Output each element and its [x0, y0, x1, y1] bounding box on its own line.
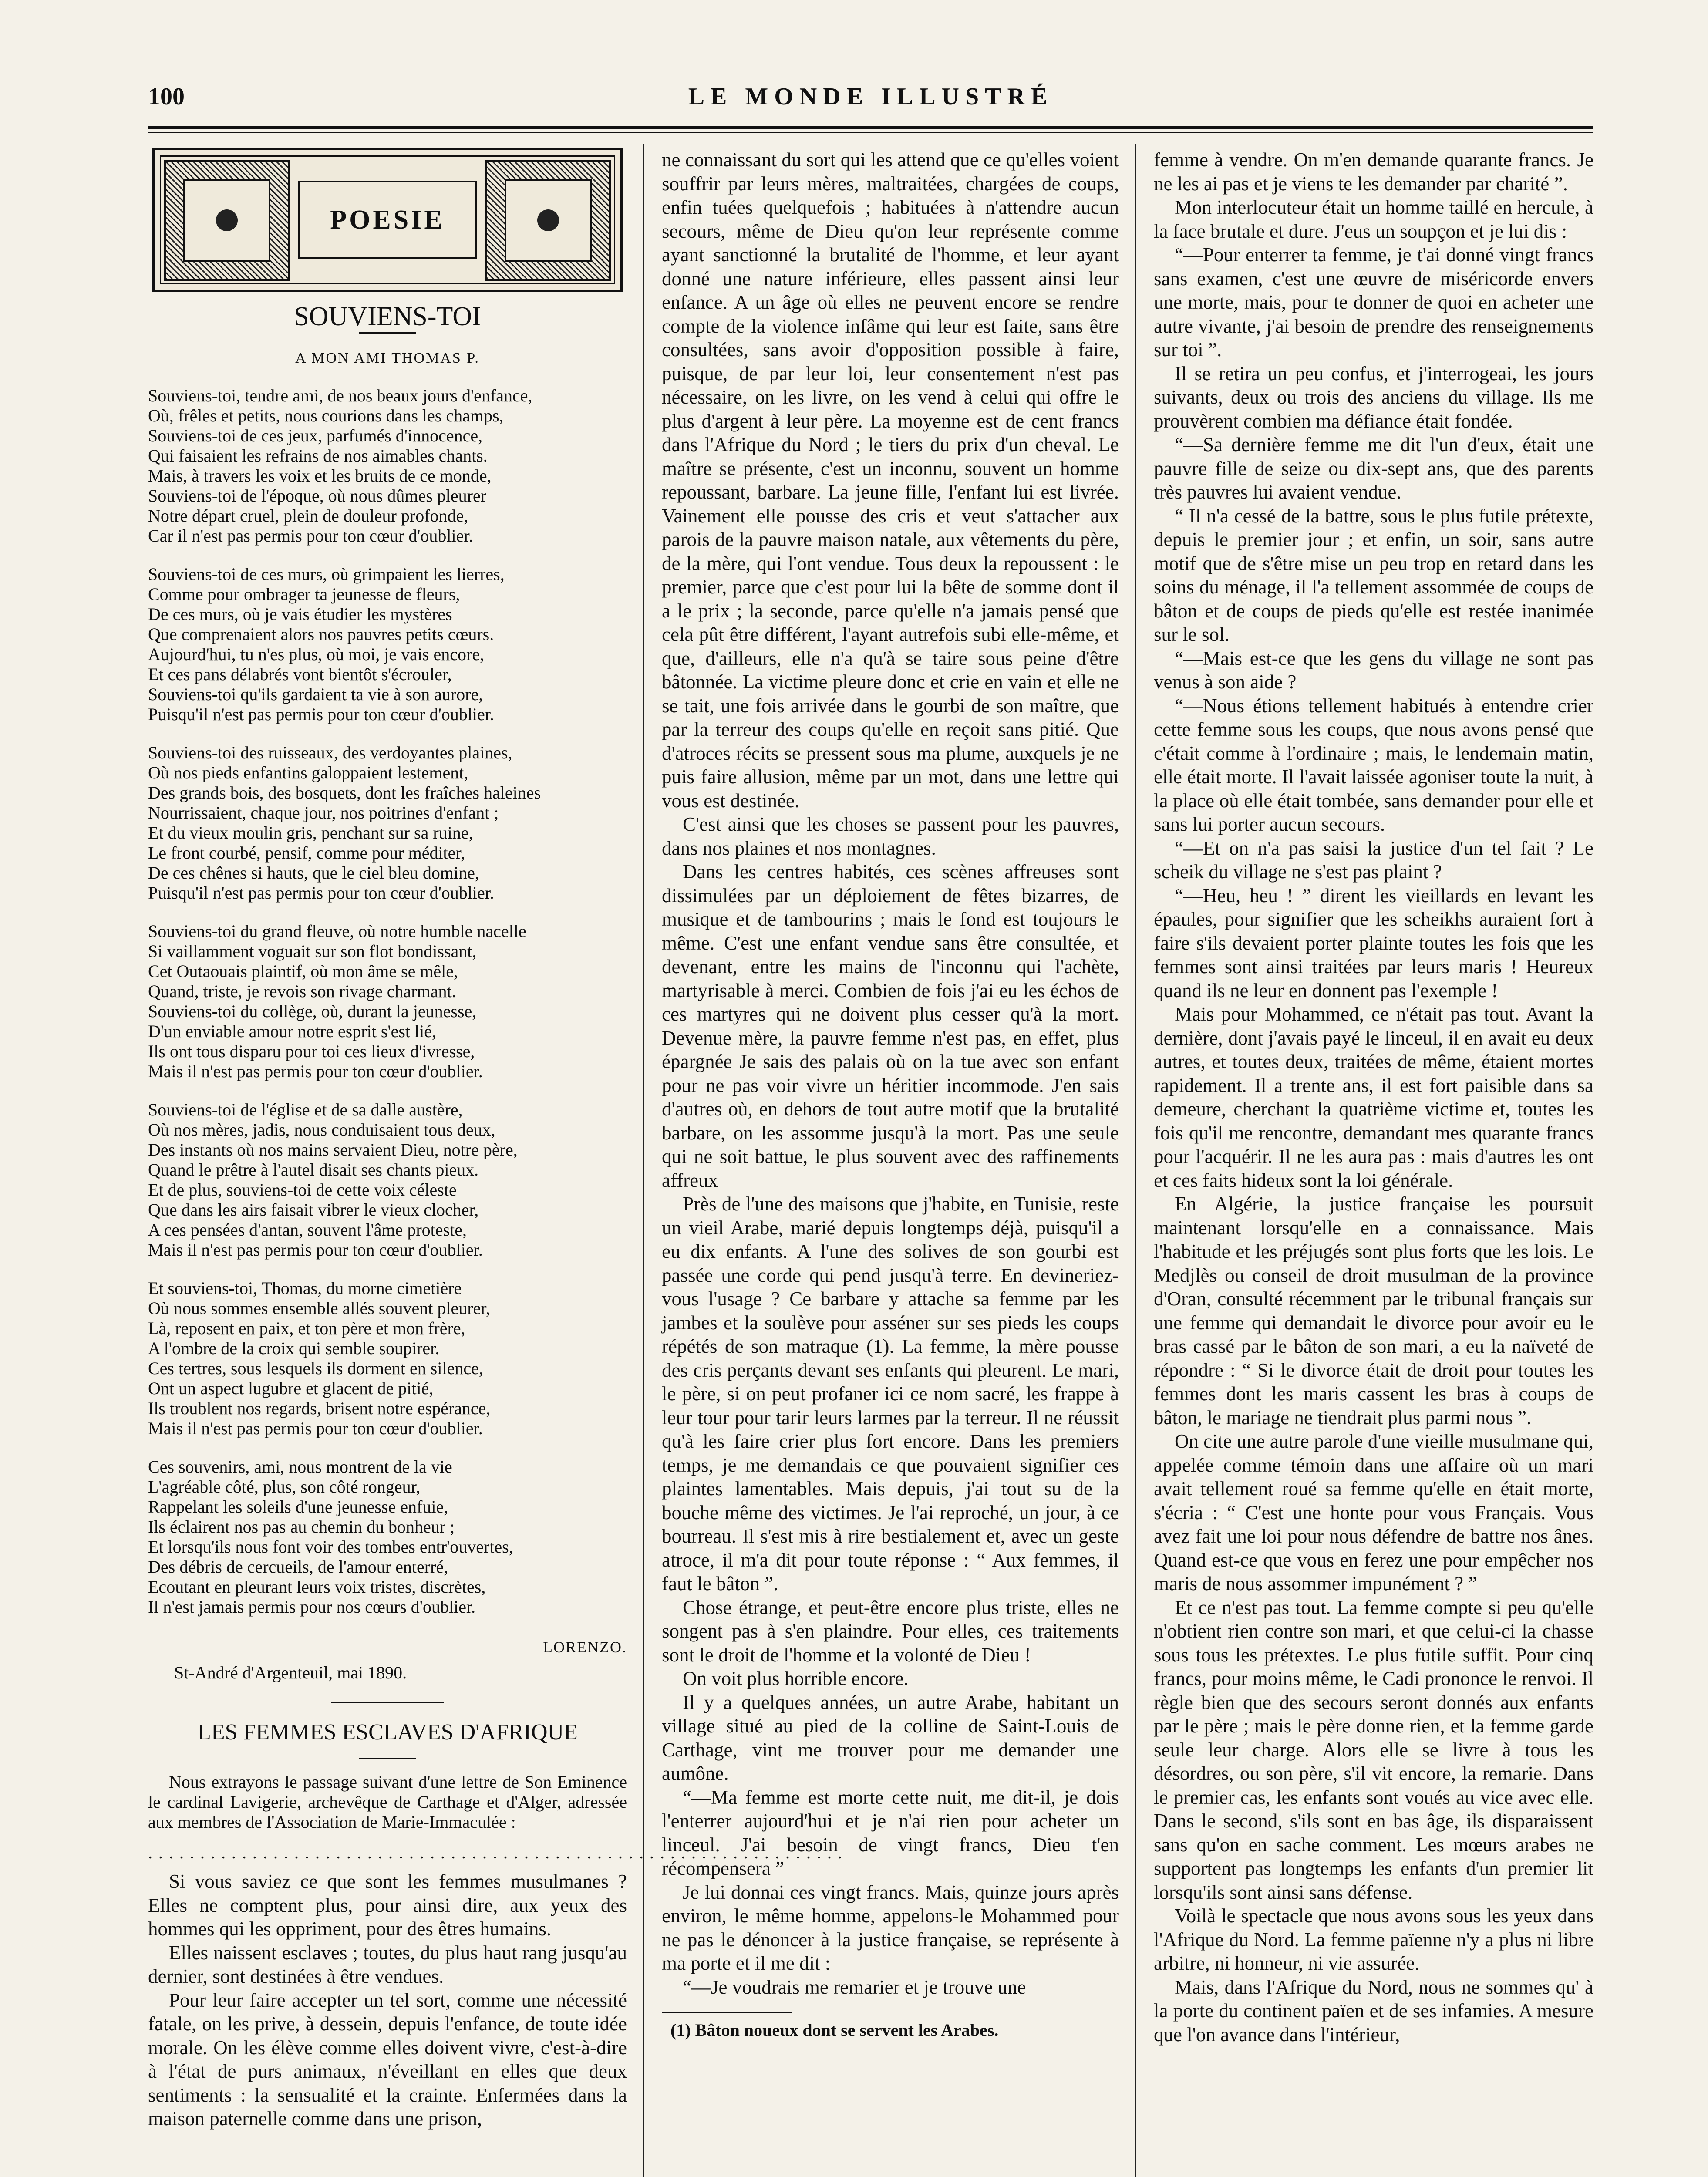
paragraph: “—Pour enterrer ta femme, je t'ai donné vingt francs sans examen, c'est une œuvre de miséricorde envers une morte, mais, pour te donner de quoi en acheter une autre vivante, j'ai besoin de prendre des renseignements sur toi ”. [1154, 244, 1593, 361]
poem-line: Mais il n'est pas permis pour ton cœur d'oublier. [148, 1062, 483, 1081]
paragraph: Mon interlocuteur était un homme taillé en hercule, à la face brutale et dure. J'eus un soupçon et je lui dis : [1154, 196, 1593, 242]
poem-line: Comme pour ombrager ta jeunesse de fleurs, [148, 584, 460, 604]
page-number: 100 [148, 83, 185, 110]
paragraph: Pour leur faire accepter un tel sort, comme une nécessité fatale, on les prive, à dessein, depuis l'enfance, de toute idée morale. On les élève comme elles doivent vivre, c'est-à-dire à l'état de purs animaux, n'éveillant en elles que deux sentiments : la sensualité et la crainte. Enfermées dans la maison paternelle comme dans une prison, [148, 1989, 627, 2130]
paragraph: Mais, dans l'Afrique du Nord, nous ne sommes qu' à la porte du continent païen et de ses infamies. A mesure que l'on avance dans l'intérieur, [1154, 1976, 1593, 2046]
poem-line: De ces murs, où je vais étudier les mystères [148, 604, 452, 624]
poem-line: Ces souvenirs, ami, nous montrent de la vie [148, 1457, 452, 1476]
article-body-col3 [1154, 148, 1593, 2046]
poem-line: Ils troublent nos regards, brisent notre espérance, [148, 1399, 491, 1418]
divider [359, 1758, 416, 1759]
poesie-banner [152, 148, 623, 292]
poem-stanza [148, 386, 627, 546]
paragraph: Si vous saviez ce que sont les femmes musulmanes ? Elles ne comptent plus, pour ainsi dire, aux yeux des hommes qui les oppriment, pour des êtres humains. [148, 1870, 627, 1940]
poem-line: Souviens-toi de l'église et de sa dalle austère, [148, 1100, 463, 1119]
article-title: LES FEMMES ESCLAVES D'AFRIQUE [197, 1720, 578, 1745]
poem-stanza [148, 1278, 627, 1439]
poem-line: Que dans les airs faisait vibrer le vieux clocher, [148, 1200, 479, 1220]
divider [359, 332, 416, 334]
poem-line: Aujourd'hui, tu n'es plus, où moi, je vais encore, [148, 644, 485, 664]
ornament-icon [164, 160, 290, 281]
poem-line: Souviens-toi de l'époque, où nous dûmes pleurer [148, 486, 487, 505]
column-2 [662, 148, 1119, 2042]
poem-stanza [148, 564, 627, 725]
article-body-col1 [148, 1870, 627, 2131]
poem-line: Des instants où nos mains servaient Dieu, notre père, [148, 1140, 518, 1159]
paragraph: Chose étrange, et peut-être encore plus triste, elles ne songent pas à s'en plaindre. Pour elles, ces traitements sont le droit de l'homme et la volonté de Dieu ! [662, 1596, 1119, 1666]
paragraph: Mais pour Mohammed, ce n'était pas tout. Avant la dernière, dont j'avais payé le linceul, il en avait eu deux autres, et toutes deux, traitées de même, étaient mortes rapidement. Il a trente ans, il est fort paisible dans sa demeure, cherchant la quatrième victime et, toutes les fois qu'il me rencontre, demandant mes quarante francs pour l'acquérir. Il ne les aura pas : mais d'autres les ont et ces faits hideux sont la loi générale. [1154, 1003, 1593, 1191]
poem-line: Ecoutant en pleurant leurs voix tristes, discrètes, [148, 1577, 486, 1597]
paragraph: “—Mais est-ce que les gens du village ne sont pas venus à son aide ? [1154, 647, 1593, 693]
poem-line: Des grands bois, des bosquets, dont les fraîches haleines [148, 783, 541, 802]
poem-line: Mais il n'est pas permis pour ton cœur d'oublier. [148, 1419, 483, 1438]
poem-line: Ces tertres, sous lesquels ils dorment en silence, [148, 1358, 483, 1378]
paragraph: “ Il n'a cessé de la battre, sous le plus futile prétexte, depuis le premier jour ; et enfin, un soir, sans autre motif que de s'être mise un peu trop en retard dans les soins du ménage, il l'a tellement assommée de coups de bâton et de coups de pieds qu'elle est restée inanimée sur le sol. [1154, 505, 1593, 645]
paragraph: “—Et on n'a pas saisi la justice d'un tel fait ? Le scheik du village ne s'est pas plaint ? [1154, 837, 1593, 883]
poem-title: SOUVIENS-TOI [294, 302, 481, 331]
header-rule-thin [148, 132, 1593, 133]
paragraph: “—Heu, heu ! ” dirent les vieillards en levant les épaules, pour signifier que les scheikhs auraient fort à faire s'ils devaient porter plainte toutes les fois que les femmes sont ainsi traitées par leurs maris ! Heureux quand ils ne leur en donnent pas l'exemple ! [1154, 884, 1593, 1001]
paragraph: On voit plus horrible encore. [683, 1668, 909, 1689]
poem-stanza [148, 1457, 627, 1617]
poesie-label: POESIE [298, 181, 477, 259]
poem-line: Puisqu'il n'est pas permis pour ton cœur d'oublier. [148, 704, 494, 724]
poem-line: L'agréable côté, plus, son côté rongeur, [148, 1477, 421, 1496]
poem-line: Souviens-toi du grand fleuve, où notre humble nacelle [148, 921, 526, 941]
poem-line: Puisqu'il n'est pas permis pour ton cœur d'oublier. [148, 883, 494, 903]
divider [331, 1702, 444, 1703]
column-divider [1135, 144, 1136, 2177]
poem-line: Mais, à travers les voix et les bruits de ce monde, [148, 466, 492, 485]
paragraph: Et ce n'est pas tout. La femme compte si peu qu'elle n'obtient rien contre son mari, et que celui-ci la chasse sous tous les prétextes. Le plus futile suffit. Pour cinq francs, pour moins même, le Cadi prononce le renvoi. Il règle bien que des secours seront donnés aux enfants par le père ; mais le père donne rien, et la femme garde seule leur charge. Alors elle se livre à tous les désordres, ou son père, s'il vit encore, la remarie. Dans le premier cas, les enfants sont voués au vice avec elle. Dans le second, s'ils sont en bas âge, ils disparaissent sans qu'on en sache comment. Les mœurs arabes ne supportent pas longtemps les enfants d'un premier lit lorsqu'ils sont ainsi sans défense. [1154, 1596, 1593, 1903]
poem-line: Et de plus, souviens-toi de cette voix céleste [148, 1180, 457, 1200]
poem-line: De ces chênes si hauts, que le ciel bleu domine, [148, 863, 479, 883]
paragraph: Près de l'une des maisons que j'habite, en Tunisie, reste un vieil Arabe, marié depuis longtemps déjà, puisqu'il a eu dix enfants. A l'une des solives de son gourbi est passée une corde qui pend jusqu'à terre. En devineriez-vous l'usage ? Ce barbare y attache sa femme par les jambes et la soulève pour asséner sur ses pieds les coups répétés de son matraque (1). La femme, la mère pousse des cris perçants devant ses enfants qui pleurent. Le mari, le père, si on peut profaner ici ce nom sacré, les frappe à leur tour pour tarir leurs larmes par la terreur. Il ne réussit qu'à les faire crier plus fort encore. Dans les premiers temps, je me demandais ce que pouvaient signifier ces plaintes lamentables. Mais depuis, j'ai tout su de la bouche même des victimes. Je l'ai reproché, un jour, à ce bourreau. Il s'est mis à rire bestialement et, avec un geste atroce, il m'a dit pour toute réponse : “ Aux femmes, il faut le bâton ”. [662, 1193, 1119, 1594]
poem-line: Nourrissaient, chaque jour, nos poitrines d'enfant ; [148, 803, 499, 822]
poem-line: Et souviens-toi, Thomas, du morne cimetière [148, 1278, 462, 1298]
paragraph: Il y a quelques années, un autre Arabe, habitant un village situé au pied de la colline de Saint-Louis de Carthage, vint me trouver pour me demander une aumône. [662, 1691, 1119, 1784]
poem-line: Où nos pieds enfantins galoppaient lestement, [148, 763, 468, 782]
poem-line: Souviens-toi des ruisseaux, des verdoyantes plaines, [148, 743, 512, 762]
paragraph: Elles naissent esclaves ; toutes, du plus haut rang jusqu'au dernier, sont destinées à être vendues. [148, 1941, 627, 1987]
paragraph: Il se retira un peu confus, et j'interrogeai, les jours suivants, deux ou trois des anciens du village. Ils me prouvèrent combien ma défiance était fondée. [1154, 362, 1593, 432]
poem-line: Et du vieux moulin gris, penchant sur sa ruine, [148, 823, 473, 842]
poem-line: Il n'est jamais permis pour nos cœurs d'oublier. [148, 1597, 476, 1617]
footnote: (1) Bâton noueux dont se servent les Arabes. [670, 2020, 999, 2040]
poem-line: Où nos mères, jadis, nous conduisaient tous deux, [148, 1120, 495, 1139]
poem-line: Ont un aspect lugubre et glacent de pitié, [148, 1378, 434, 1398]
poem-line: Et ces pans délabrés vont bientôt s'écrouler, [148, 664, 452, 684]
paragraph: Je lui donnai ces vingt francs. Mais, quinze jours après environ, le même homme, appelons-le Mohammed pour ne pas le dénoncer à la justice française, se représente à ma porte et il me dit : [662, 1881, 1119, 1974]
paragraph: “—Nous étions tellement habitués à entendre crier cette femme sous les coups, que nous avons pensé que c'était comme à l'ordinaire ; mais, le lendemain matin, elle était morte. Il l'avait laissée agoniser toute la nuit, à la place où elle était tombée, sans demander pour elle et sans lui porter aucun secours. [1154, 694, 1593, 835]
poem-line: Rappelant les soleils d'une jeunesse enfuie, [148, 1497, 448, 1516]
poem-line: Des débris de cercueils, de l'amour enterré, [148, 1557, 448, 1577]
poem-line: Le front courbé, pensif, comme pour méditer, [148, 843, 465, 863]
article-body-col2 [662, 148, 1119, 1999]
header-rule-thick [148, 126, 1593, 129]
poem-place-date: St-André d'Argenteuil, mai 1890. [174, 1662, 407, 1682]
paragraph: “—Ma femme est morte cette nuit, me dit-il, je dois l'enterrer aujourd'hui et je n'ai rien pour acheter un linceul. J'ai besoin de vingt francs, Dieu t'en récompensera ” [662, 1786, 1119, 1879]
paragraph: En Algérie, la justice française les poursuit maintenant lorsqu'elle en a connaissance. Mais l'habitude et les préjugés sont plus forts que les lois. Le Medjlès ou conseil de droit musulman de la province d'Oran, consulté récemment par le tribunal français sur une femme qui demandait le divorce pour avoir eu le bras cassé par le bâton de son mari, a eu la naïveté de répondre : “ Si le divorce était de droit pour toutes les femmes dont les maris cassent les bras à coups de bâton, le mariage ne tiendrait plus parmi nous ”. [1154, 1193, 1593, 1429]
poem-line: Et lorsqu'ils nous font voir des tombes entr'ouvertes, [148, 1537, 513, 1557]
poem-line: Où, frêles et petits, nous courions dans les champs, [148, 406, 504, 425]
poem-line: Quand le prêtre à l'autel disait ses chants pieux. [148, 1160, 479, 1179]
paragraph: “—Je voudrais me remarier et je trouve une [683, 1976, 1026, 1998]
poem-line: Quand, triste, je revois son rivage charmant. [148, 981, 456, 1001]
poem-line: Car il n'est pas permis pour ton cœur d'oublier. [148, 526, 473, 546]
poem-line: A ces pensées d'antan, souvent l'âme proteste, [148, 1220, 467, 1240]
paragraph: C'est ainsi que les choses se passent pour les pauvres, dans nos plaines et nos montagnes. [662, 813, 1119, 859]
paragraph: femme à vendre. On m'en demande quarante francs. Je ne les ai pas et je viens te les demander par charité ”. [1154, 149, 1593, 195]
poem-line: Souviens-toi, tendre ami, de nos beaux jours d'enfance, [148, 386, 532, 405]
article-intro: Nous extrayons le passage suivant d'une lettre de Son Eminence le cardinal Lavigerie, archevêque de Carthage et d'Alger, adressée aux membres de l'Association de Marie-Immaculée : [148, 1772, 627, 1832]
page-header [148, 83, 1593, 118]
poem-line: Notre départ cruel, plein de douleur profonde, [148, 506, 468, 526]
ornament-icon [485, 160, 611, 281]
poem-line: Si vaillamment voguait sur son flot bondissant, [148, 941, 477, 961]
poem-stanza [148, 921, 627, 1082]
poem-stanza [148, 1100, 627, 1260]
poem-line: Cet Outaouais plaintif, où mon âme se mêle, [148, 961, 458, 981]
column-3 [1154, 148, 1593, 2046]
poem-line: Où nous sommes ensemble allés souvent pleurer, [148, 1298, 491, 1318]
poem-line: Souviens-toi de ces jeux, parfumés d'innocence, [148, 426, 483, 445]
paragraph: Dans les centres habités, ces scènes affreuses sont dissimulées par un déploiement de fêtes bizarres, de musique et de tambourins ; mais le fond est toujours le même. C'est une enfant vendue sans être consultée, et devenant, entre les mains de l'inconnu qui l'achète, martyrisable à merci. Combien de fois j'ai eu les échos de ces martyres qui ne doivent plus cesser qu'à la mort. Devenue mère, la pauvre femme n'est pas, en effet, plus épargnée Je sais des palais où on la tue avec son enfant pour ne pas voir vivre un héritier incommode. J'en sais d'autres où, en dehors de tout autre motif que la brutalité barbare, on les assomme jusqu'à la mort. Pas une seule qui ne soit battue, le plus souvent avec des raffinements affreux [662, 861, 1119, 1191]
poem-stanza [148, 743, 627, 903]
paragraph: Voilà le spectacle que nous avons sous les yeux dans l'Afrique du Nord. La femme païenne n'y a plus ni libre arbitre, ni honneur, ni vie assurée. [1154, 1905, 1593, 1974]
poem-body [148, 386, 627, 1617]
poem-signature: LORENZO. [543, 1638, 627, 1656]
poem-dedication: A MON AMI THOMAS P. [295, 350, 480, 366]
poem-line: Souviens-toi du collège, où, durant la jeunesse, [148, 1001, 477, 1021]
paragraph: “—Sa dernière femme me dit l'un d'eux, était une pauvre fille de seize ou dix-sept ans, que des parents très pauvres lui avaient vendue. [1154, 434, 1593, 503]
paragraph: ne connaissant du sort qui les attend que ce qu'elles voient souffrir par leurs mères, maltraitées, chargées de coups, enfin tuées quelquefois ; habituées à n'attendre aucun secours, même de Dieu qu'on leur représente comme ayant sanctionné la brutalité de l'homme, et leur ayant donné une nature inférieure, elles passent ainsi leur enfance. A un âge où elles ne peuvent encore se rendre compte de la violence infâme qui leur est faite, sans être consultées, sans avoir d'opposition possible à faire, puisque, de par leur loi, leur consentement n'est pas nécessaire, on les livre, on les vend à celui qui offre le plus d'argent à leur père. La moyenne est de cent francs dans l'Afrique du Nord ; le tiers du prix d'un cheval. Le maître se présente, c'est un inconnu, souvent un homme repoussant, barbare. La jeune fille, l'enfant lui est livrée. Vainement elle pousse des cris et veut s'attacher aux parois de la pauvre maison natale, aux vêtements du père, de la mère, qui l'ont vendue. Tous deux la repoussent : le premier, parce que c'est pour lui la bête de somme dont il a le prix ; la seconde, parce qu'elle n'a jamais pensé que cela pût être différent, l'ayant autrefois subi elle-même, et que, d'ailleurs, elle n'a qu'à se taire sous peine d'être bâtonnée. La victime pleure donc et crie en vain et elle ne se tait, une fois arrivée dans le gourbi de son maître, que par la terreur des coups qu'elle en reçoit sans pitié. Que d'atroces récits se pressent sous ma plume, auxquels je ne puis faire allusion, même par un mot, dans une lettre qui vous est destinée. [662, 149, 1119, 812]
poem-line: Ils ont tous disparu pour toi ces lieux d'ivresse, [148, 1041, 475, 1061]
newspaper-title: LE MONDE ILLUSTRÉ [688, 83, 1054, 110]
poem-line: Souviens-toi de ces murs, où grimpaient les lierres, [148, 564, 505, 584]
poem-line: A l'ombre de la croix qui semble soupirer. [148, 1338, 440, 1358]
dotted-separator: ................................................................... [148, 1842, 848, 1862]
poem-line: Souviens-toi qu'ils gardaient ta vie à son aurore, [148, 684, 483, 704]
poem-line: D'un enviable amour notre esprit s'est lié, [148, 1021, 437, 1041]
column-divider [643, 144, 644, 2177]
footnote-rule [662, 2012, 792, 2013]
poem-line: Que comprenaient alors nos pauvres petits cœurs. [148, 624, 494, 644]
paragraph: On cite une autre parole d'une vieille musulmane qui, appelée comme témoin dans une affaire où un mari avait tellement roué sa femme qu'elle en était morte, s'écria : “ C'est une honte pour vous Français. Vous avez fait une loi pour nous défendre de battre nos ânes. Quand est-ce que vous en ferez une pour empêcher nos maris de nous assommer impunément ? ” [1154, 1430, 1593, 1594]
poem-line: Mais il n'est pas permis pour ton cœur d'oublier. [148, 1240, 483, 1260]
poem-line: Là, reposent en paix, et ton père et mon frère, [148, 1318, 465, 1338]
poem-line: Qui faisaient les refrains de nos aimables chants. [148, 446, 488, 465]
poem-line: Ils éclairent nos pas au chemin du bonheur ; [148, 1517, 455, 1537]
